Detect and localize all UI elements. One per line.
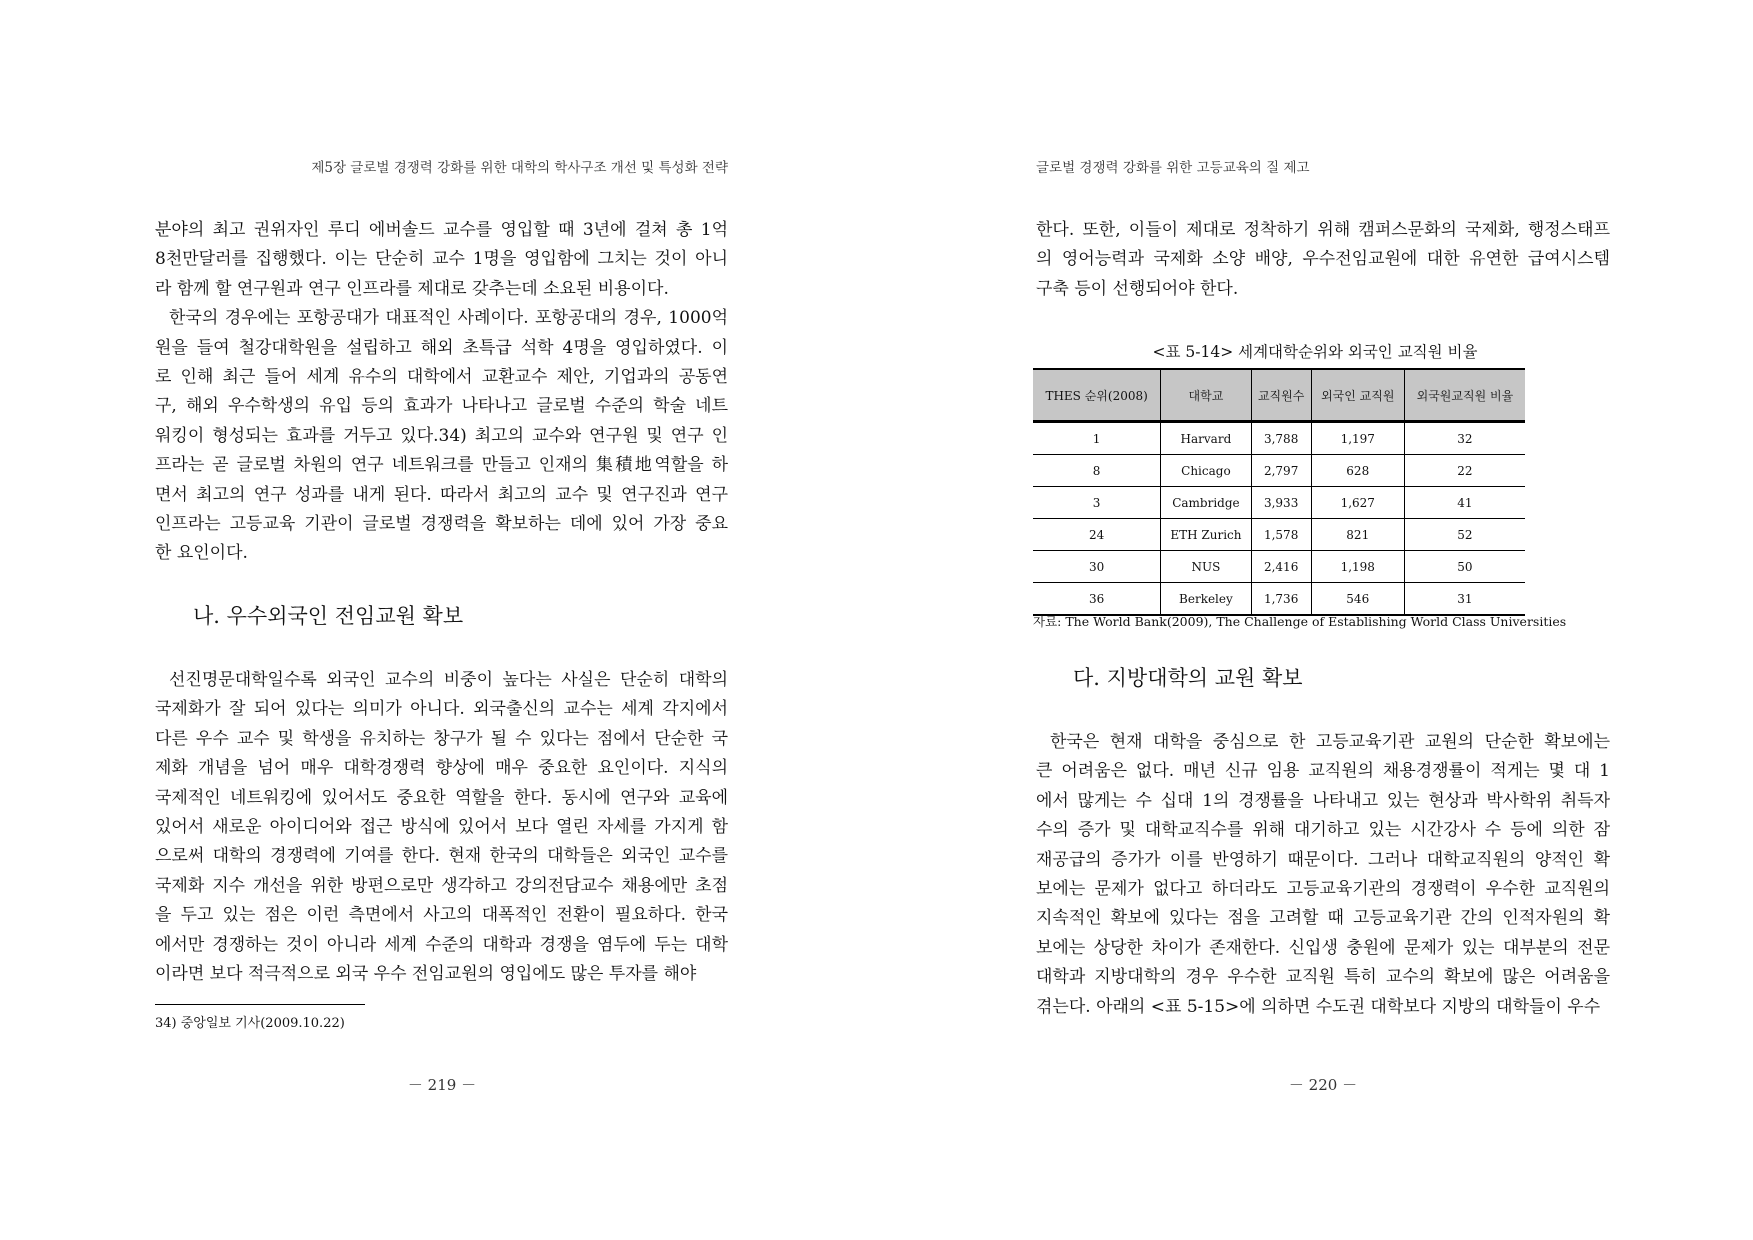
table-cell: 1,198: [1311, 551, 1404, 583]
table-cell: 8: [1033, 455, 1161, 487]
text-line: 에서만 경쟁하는 것이 아니라 세계 수준의 대학과 경쟁을 염두에 두는 대학: [155, 934, 728, 955]
text-line: 이라면 보다 적극적으로 외국 우수 전임교원의 영입에도 많은 투자를 해야: [155, 964, 697, 984]
text-line: 제화 개념을 넘어 매우 대학경쟁력 향상에 매우 중요한 요인이다. 지식의: [155, 758, 728, 779]
text-line: 면서 최고의 연구 성과를 내게 된다. 따라서 최고의 교수 및 연구진과 연구: [155, 484, 728, 505]
column-header: 교직원수: [1251, 369, 1311, 422]
text-line: 선진명문대학일수록 외국인 교수의 비중이 높다는 사실은 단순히 대학의: [169, 670, 728, 690]
text-line: 보에는 상당한 차이가 존재한다. 신입생 충원에 문제가 있는 대부분의 전문: [1036, 937, 1610, 958]
table-row: [1033, 455, 1525, 487]
table-cell: Harvard: [1161, 422, 1251, 455]
text-line: 재공급의 증가가 이를 반영하기 때문이다. 그러나 대학교직원의 양적인 확: [1036, 849, 1610, 870]
table-cell: 628: [1311, 455, 1404, 487]
page-number: － 220 －: [1288, 1076, 1358, 1094]
text-line: 한 요인이다.: [155, 543, 248, 564]
text-line: 워킹이 형성되는 효과를 거두고 있다.34) 최고의 교수와 연구원 및 연구 인: [155, 425, 728, 446]
table-cell: Chicago: [1161, 455, 1251, 487]
text-line: 큰 어려움은 없다. 매년 신규 임용 교직원의 채용경쟁률이 적게는 몇 대 1: [1036, 761, 1610, 782]
table-cell: 3,933: [1251, 487, 1311, 519]
table-cell: NUS: [1161, 551, 1251, 583]
table-cell: 1,578: [1251, 519, 1311, 551]
table-cell: 3,788: [1251, 422, 1311, 455]
table-cell: 2,416: [1251, 551, 1311, 583]
column-header: 외국인 교직원: [1311, 369, 1404, 422]
text-line: 로 인해 최근 들어 세계 유수의 대학에서 교환교수 제안, 기업과의 공동연: [155, 367, 728, 387]
table-cell: 24: [1033, 519, 1161, 551]
table-cell: 1,627: [1311, 487, 1404, 519]
table-cell: 821: [1311, 519, 1404, 551]
column-header: 대학교: [1161, 369, 1251, 422]
text-line: 의 영어능력과 국제화 소양 배양, 우수전임교원에 대한 유연한 급여시스템: [1036, 249, 1610, 270]
footnote-divider: [155, 1004, 365, 1005]
footnote: 34) 중앙일보 기사(2009.10.22): [155, 1016, 345, 1031]
right-page: [877, 0, 1753, 1240]
table-cell: Cambridge: [1161, 487, 1251, 519]
text-line: 인프라는 고등교육 기관이 글로벌 경쟁력을 확보하는 데에 있어 가장 중요: [155, 514, 728, 534]
table-cell: 3: [1033, 487, 1161, 519]
text-line: 한국의 경우에는 포항공대가 대표적인 사례이다. 포항공대의 경우, 1000억: [169, 308, 728, 329]
text-line: 대학과 지방대학의 경우 우수한 교직원 특히 교수의 확보에 많은 어려움을: [1036, 967, 1610, 988]
text-line: 프라는 곧 글로벌 차원의 연구 네트워크를 만들고 인재의 集積地역할을 하: [155, 455, 728, 476]
column-header: THES 순위(2008): [1033, 369, 1161, 422]
text-line: 있어서 새로운 아이디어와 접근 방식에 있어서 보다 열린 자세를 가지게 함: [155, 817, 728, 837]
text-line: 수의 증가 및 대학교직수를 위해 대기하고 있는 시간강사 수 등에 의한 잠: [1036, 820, 1610, 841]
table-cell: 30: [1033, 551, 1161, 583]
table-cell: 31: [1404, 583, 1525, 616]
column-header: 외국원교직원 비율: [1404, 369, 1525, 422]
text-line: 에서 많게는 수 십대 1의 경쟁률을 나타내고 있는 현상과 박사학위 취득자: [1036, 790, 1610, 811]
table-cell: 1,197: [1311, 422, 1404, 455]
table-cell: 2,797: [1251, 455, 1311, 487]
table-cell: Berkeley: [1161, 583, 1251, 616]
table-header-row: [1033, 369, 1525, 422]
table-cell: 50: [1404, 551, 1525, 583]
table-cell: ETH Zurich: [1161, 519, 1251, 551]
text-line: 국제화가 잘 되어 있다는 의미가 아니다. 외국출신의 교수는 세계 각지에서: [155, 699, 728, 720]
table-cell: 41: [1404, 487, 1525, 519]
running-header: 글로벌 경쟁력 강화를 위한 고등교육의 질 제고: [1036, 160, 1310, 176]
table-cell: 546: [1311, 583, 1404, 616]
text-line: 한국은 현재 대학을 중심으로 한 고등교육기관 교원의 단순한 확보에는: [1050, 732, 1610, 752]
text-line: 구축 등이 선행되어야 한다.: [1036, 278, 1239, 299]
text-line: 원을 들여 철강대학원을 설립하고 해외 초특급 석학 4명을 영입하였다. 이: [155, 337, 728, 358]
text-line: 겪는다. 아래의 <표 5-15>에 의하면 수도권 대학보다 지방의 대학들이 우수: [1036, 996, 1601, 1017]
table-row: [1033, 487, 1525, 519]
text-line: 분야의 최고 권위자인 루디 에버솔드 교수를 영입할 때 3년에 걸쳐 총 1억: [155, 220, 728, 240]
text-line: 다른 우수 교수 및 학생을 유치하는 창구가 될 수 있다는 점에서 단순한 국: [155, 728, 728, 749]
table-row: [1033, 583, 1525, 616]
table-row: [1033, 551, 1525, 583]
table-cell: 36: [1033, 583, 1161, 616]
text-line: 8천만달러를 집행했다. 이는 단순히 교수 1명을 영입함에 그치는 것이 아니: [155, 249, 728, 270]
text-line: 국제적인 네트워킹에 있어서도 중요한 역할을 한다. 동시에 연구와 교육에: [155, 787, 728, 808]
faculty-ratio-table: [1033, 368, 1525, 616]
text-line: 지속적인 확보에 있다는 점을 고려할 때 고등교육기관 간의 인적자원의 확: [1036, 908, 1610, 929]
table-cell: 52: [1404, 519, 1525, 551]
table-source: 자료: The World Bank(2009), The Challenge of Establishing World Class Universities: [1033, 614, 1567, 629]
table-row: [1033, 519, 1525, 551]
page-number: － 219 －: [407, 1076, 477, 1094]
table-cell: 32: [1404, 422, 1525, 455]
text-line: 보에는 문제가 없다고 하더라도 고등교육기관의 경쟁력이 우수한 교직원의: [1036, 879, 1610, 899]
text-line: 라 함께 할 연구원과 연구 인프라를 제대로 갖추는데 소요된 비용이다.: [155, 278, 669, 299]
table-cell: 1: [1033, 422, 1161, 455]
text-line: 으로써 대학의 경쟁력에 기여를 한다. 현재 한국의 대학들은 외국인 교수를: [155, 846, 728, 867]
table-cell: 22: [1404, 455, 1525, 487]
text-line: 국제화 지수 개선을 위한 방편으로만 생각하고 강의전담교수 채용에만 초점: [155, 875, 728, 896]
text-line: 구, 해외 우수학생의 유입 등의 효과가 나타나고 글로벌 수준의 학술 네트: [155, 396, 728, 417]
text-line: 한다. 또한, 이들이 제대로 정착하기 위해 캠퍼스문화의 국제화, 행정스태프: [1036, 220, 1610, 240]
section-heading: 나. 우수외국인 전임교원 확보: [193, 604, 464, 628]
running-header: 제5장 글로벌 경쟁력 강화를 위한 대학의 학사구조 개선 및 특성화 전략: [311, 160, 728, 176]
section-heading: 다. 지방대학의 교원 확보: [1073, 666, 1303, 690]
left-page: [0, 0, 876, 1240]
table-cell: 1,736: [1251, 583, 1311, 616]
text-line: 을 두고 있는 점은 이런 측면에서 사고의 대폭적인 전환이 필요하다. 한국: [155, 905, 728, 926]
table-caption: <표 5-14> 세계대학순위와 외국인 교직원 비율: [1152, 343, 1478, 361]
table-row: [1033, 422, 1525, 455]
